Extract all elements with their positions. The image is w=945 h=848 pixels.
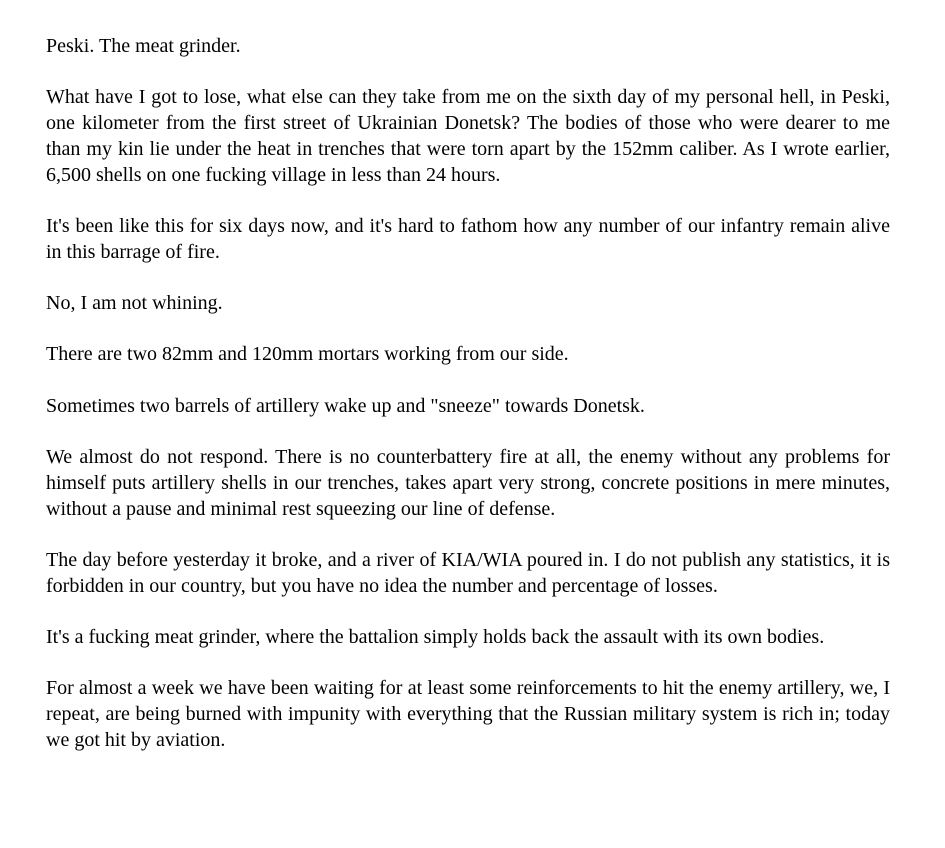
paragraph-1: What have I got to lose, what else can they take from me on the sixth day of my personal hell, in Peski, one kilometer from the first street of Ukrainian Donetsk? The bodies of those who were dearer to me than my kin lie under the heat in trenches that were torn apart by the 152mm caliber. As I wrote earlier, 6,500 shells on one fucking village in less than 24 hours. <box>46 86 890 186</box>
document-body <box>46 34 890 779</box>
paragraph-7: The day before yesterday it broke, and a river of KIA/WIA poured in. I do not publish any statistics, it is forbidden in our country, but you have no idea the number and percentage of losses. <box>46 548 890 597</box>
paragraph-6: We almost do not respond. There is no counterbattery fire at all, the enemy without any problems for himself puts artillery shells in our trenches, takes apart very strong, concrete positions in mere minutes, without a pause and minimal rest squeezing our line of defense. <box>46 446 890 520</box>
paragraph-2: It's been like this for six days now, and it's hard to fathom how any number of our infantry remain alive in this barrage of fire. <box>46 214 890 263</box>
document-title: Peski. The meat grinder. <box>46 35 241 57</box>
paragraph-8: It's a fucking meat grinder, where the battalion simply holds back the assault with its own bodies. <box>46 626 825 649</box>
paragraph-5: Sometimes two barrels of artillery wake up and "sneeze" towards Donetsk. <box>46 394 645 417</box>
paragraph-9: For almost a week we have been waiting for at least some reinforcements to hit the enemy artillery, we, I repeat, are being burned with impunity with everything that the Russian military system is rich in; today we got hit by aviation. <box>46 677 890 751</box>
paragraph-4: There are two 82mm and 120mm mortars working from our side. <box>46 343 569 366</box>
paragraph-3: No, I am not whining. <box>46 291 223 314</box>
